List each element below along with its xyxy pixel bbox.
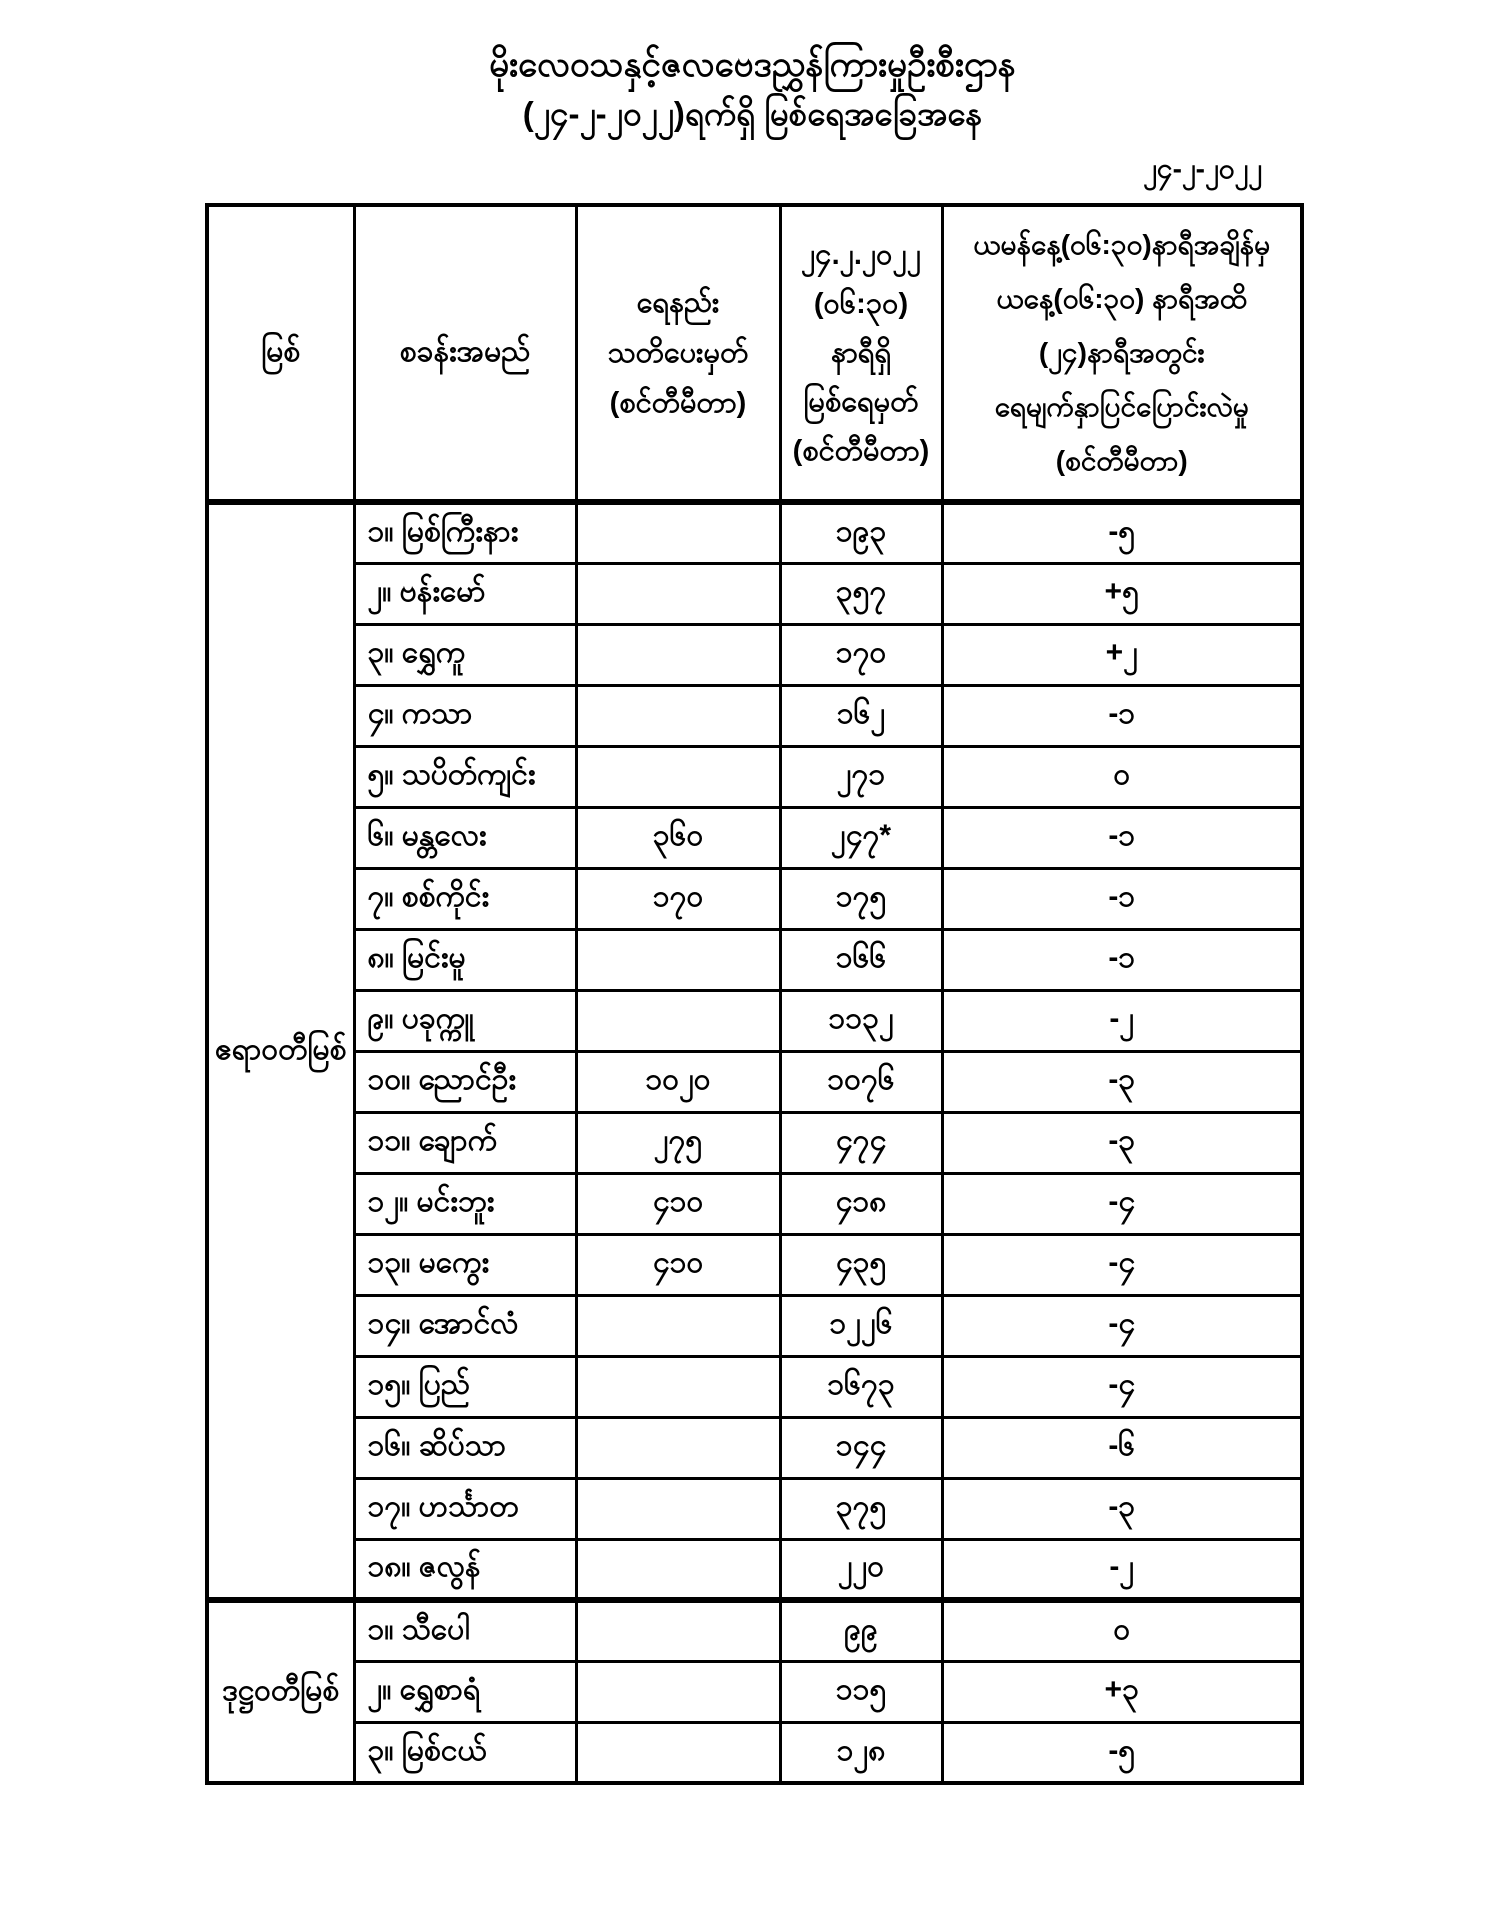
level-cell: ၂၄၇* [780, 807, 942, 868]
station-cell: ၁၀။ ညောင်ဦး [354, 1051, 576, 1112]
table-row [207, 1722, 1302, 1783]
col-header-change-line: (၂၄)နာရီအတွင်း [1038, 337, 1205, 368]
change-cell: -၄ [942, 1234, 1302, 1295]
warning-cell [576, 1600, 780, 1661]
warning-cell [576, 1478, 780, 1539]
station-cell: ၁၄။ အောင်လံ [354, 1295, 576, 1356]
level-cell: ၁၂၈ [780, 1722, 942, 1783]
station-cell: ၂။ ရွှေစာရံ [354, 1661, 576, 1722]
warning-cell [576, 1539, 780, 1600]
station-cell: ၁၆။ ဆိပ်သာ [354, 1417, 576, 1478]
table-row [207, 990, 1302, 1051]
table-row [207, 1417, 1302, 1478]
warning-cell: ၂၇၅ [576, 1112, 780, 1173]
station-cell: ၉။ ပခုက္ကူ [354, 990, 576, 1051]
station-cell: ၁၃။ မကွေး [354, 1234, 576, 1295]
col-header-change-line: ရေမျက်နှာပြင်ပြောင်းလဲမှု [994, 391, 1249, 422]
table-row [207, 1173, 1302, 1234]
table-row [207, 685, 1302, 746]
station-cell: ၇။ စစ်ကိုင်း [354, 868, 576, 929]
table-row [207, 563, 1302, 624]
change-cell: -၃ [942, 1112, 1302, 1173]
change-cell: -၅ [942, 1722, 1302, 1783]
level-cell: ၂၇၁ [780, 746, 942, 807]
table-row [207, 502, 1302, 563]
col-header-station: စခန်းအမည် [354, 205, 576, 502]
change-cell: -၆ [942, 1417, 1302, 1478]
table-row [207, 1356, 1302, 1417]
col-header-level-line: နာရီရှိ [830, 336, 892, 369]
warning-cell [576, 929, 780, 990]
station-cell: ၁။ သီပေါ [354, 1600, 576, 1661]
station-cell: ၁၈။ ဇလွန် [354, 1539, 576, 1600]
warning-cell [576, 1417, 780, 1478]
col-header-change-line: ယမန်နေ့(၀၆:၃၀)နာရီအချိန်မှ [973, 229, 1271, 260]
warning-cell: ၃၆၀ [576, 807, 780, 868]
change-cell: +၂ [942, 624, 1302, 685]
table-row [207, 624, 1302, 685]
change-cell: -၁ [942, 685, 1302, 746]
river-level-table [205, 203, 1304, 1785]
river-group-label: ဧရာဝတီမြစ် [207, 502, 354, 1600]
table-row [207, 1234, 1302, 1295]
warning-cell: ၄၁၀ [576, 1173, 780, 1234]
warning-cell [576, 1722, 780, 1783]
page-subtitle: (၂၄-၂-၂၀၂၂)ရက်ရှိ မြစ်ရေအခြေအနေ [522, 95, 983, 132]
level-cell: ၁၆၂ [780, 685, 942, 746]
change-cell: -၃ [942, 1478, 1302, 1539]
warning-cell: ၄၁၀ [576, 1234, 780, 1295]
change-cell: +၃ [942, 1661, 1302, 1722]
station-cell: ၁၁။ ချောက် [354, 1112, 576, 1173]
change-cell: -၅ [942, 502, 1302, 563]
warning-cell [576, 990, 780, 1051]
col-header-level-line: (၀၆:၃၀) [813, 287, 909, 320]
col-header-change-line: (စင်တီမီတာ) [1055, 445, 1188, 476]
station-cell: ၃။ ရွှေကူ [354, 624, 576, 685]
table-row [207, 1112, 1302, 1173]
change-cell: -၁ [942, 868, 1302, 929]
change-cell: ၀ [942, 1600, 1302, 1661]
river-group-label: ဒုဋ္ဌဝတီမြစ် [207, 1600, 354, 1783]
table-row [207, 929, 1302, 990]
warning-cell [576, 685, 780, 746]
col-header-change [942, 205, 1302, 502]
col-header-warning-line: သတိပေးမှတ် [607, 337, 749, 369]
change-cell: ၀ [942, 746, 1302, 807]
warning-cell [576, 624, 780, 685]
col-header-level-line: မြစ်ရေမှတ် [803, 385, 919, 418]
warning-cell [576, 1295, 780, 1356]
station-cell: ၁၇။ ဟင်္သာတ [354, 1478, 576, 1539]
table-row [207, 1051, 1302, 1112]
warning-cell [576, 1356, 780, 1417]
change-cell: -၁ [942, 929, 1302, 990]
level-cell: ၁၇၀ [780, 624, 942, 685]
col-header-warning-line: ရေနည်း [636, 287, 720, 319]
level-cell: ၁၂၂၆ [780, 1295, 942, 1356]
page-title: မိုးလေဝသနှင့်ဇလဗေဒညွှန်ကြားမှုဦးစီးဌာန [489, 45, 1016, 84]
station-cell: ၂။ ဗန်းမော် [354, 563, 576, 624]
table-row [207, 746, 1302, 807]
level-cell: ၃၅၇ [780, 563, 942, 624]
level-cell: ၁၁၃၂ [780, 990, 942, 1051]
table-row [207, 807, 1302, 868]
change-cell: +၅ [942, 563, 1302, 624]
level-cell: ၉၉ [780, 1600, 942, 1661]
warning-cell: ၁၀၂၀ [576, 1051, 780, 1112]
level-cell: ၄၃၅ [780, 1234, 942, 1295]
station-cell: ၁၂။ မင်းဘူး [354, 1173, 576, 1234]
change-cell: -၂ [942, 990, 1302, 1051]
level-cell: ၂၂၀ [780, 1539, 942, 1600]
level-cell: ၁၇၅ [780, 868, 942, 929]
table-row [207, 1661, 1302, 1722]
warning-cell [576, 746, 780, 807]
table-row [207, 1295, 1302, 1356]
table-row [207, 868, 1302, 929]
station-cell: ၅။ သပိတ်ကျင်း [354, 746, 576, 807]
warning-cell [576, 1661, 780, 1722]
warning-cell: ၁၇၀ [576, 868, 780, 929]
change-cell: -၁ [942, 807, 1302, 868]
table-row [207, 1478, 1302, 1539]
warning-cell [576, 502, 780, 563]
station-cell: ၆။ မန္တလေး [354, 807, 576, 868]
col-header-warning-line: (စင်တီမီတာ) [609, 387, 747, 419]
level-cell: ၁၀၇၆ [780, 1051, 942, 1112]
station-cell: ၁။ မြစ်ကြီးနား [354, 502, 576, 563]
table-row [207, 1600, 1302, 1661]
station-cell: ၁၅။ ပြည် [354, 1356, 576, 1417]
col-header-water-level [780, 205, 942, 502]
col-header-level-line: (စင်တီမီတာ) [792, 434, 930, 467]
level-cell: ၁၁၅ [780, 1661, 942, 1722]
level-cell: ၃၇၅ [780, 1478, 942, 1539]
change-cell: -၃ [942, 1051, 1302, 1112]
table-header-row [207, 205, 1302, 502]
level-cell: ၄၇၄ [780, 1112, 942, 1173]
level-cell: ၄၁၈ [780, 1173, 942, 1234]
col-header-river: မြစ် [207, 205, 354, 502]
level-cell: ၁၄၄ [780, 1417, 942, 1478]
col-header-level-line: ၂၄.၂.၂၀၂၂ [801, 238, 921, 271]
station-cell: ၃။ မြစ်ငယ် [354, 1722, 576, 1783]
level-cell: ၁၆၆ [780, 929, 942, 990]
change-cell: -၄ [942, 1173, 1302, 1234]
station-cell: ၄။ ကသာ [354, 685, 576, 746]
change-cell: -၄ [942, 1295, 1302, 1356]
table-row [207, 1539, 1302, 1600]
level-cell: ၁၉၃ [780, 502, 942, 563]
col-header-warning-level [576, 205, 780, 502]
warning-cell [576, 563, 780, 624]
station-cell: ၈။ မြင်းမူ [354, 929, 576, 990]
col-header-change-line: ယနေ့(၀၆:၃၀) နာရီအထိ [996, 283, 1247, 314]
document-header [205, 0, 1300, 192]
change-cell: -၂ [942, 1539, 1302, 1600]
level-cell: ၁၆၇၃ [780, 1356, 942, 1417]
change-cell: -၄ [942, 1356, 1302, 1417]
report-date: ၂၄-၂-၂၀၂၂ [1143, 153, 1262, 184]
